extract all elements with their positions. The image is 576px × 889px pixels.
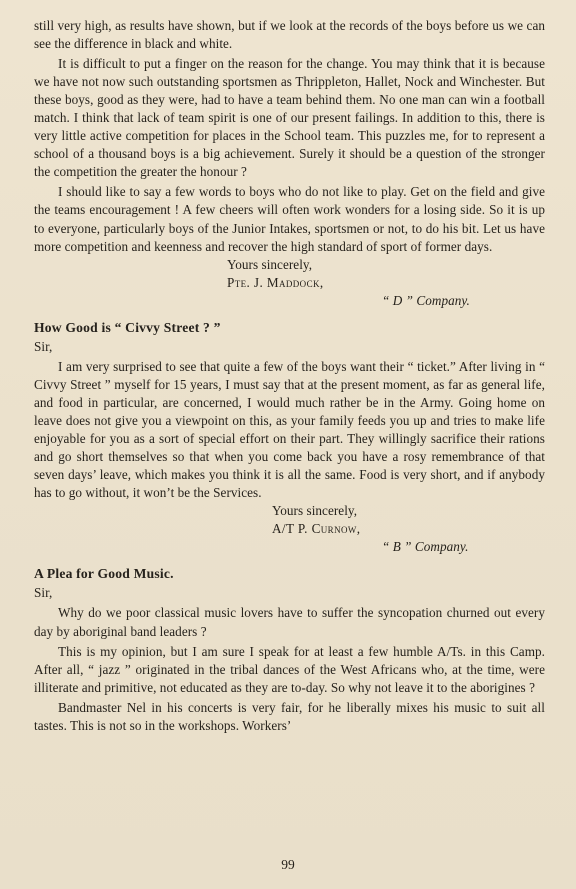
letter-heading: How Good is “ Civvy Street ? ” xyxy=(34,319,221,335)
paragraph: Bandmaster Nel in his concerts is very fair, for he liberally mixes his music to suit all tastes. This is not so in the workshops. Workers’ xyxy=(34,699,545,733)
paragraph: This is my opinion, but I am sure I speak for at least a few humble A/Ts. in this Camp. After all, “ jazz ” originated in the tribal dances of the West Africans who, at the time, were illiterate and primitive, not educated as they are to-day. So why not leave it to the aborigines ? xyxy=(34,643,545,695)
letter-curnow xyxy=(34,319,545,557)
letter-maddock xyxy=(34,17,545,310)
letter-closing: Yours sincerely, xyxy=(272,503,358,519)
letter-signature: A/T P. Curnow, xyxy=(272,521,361,537)
letter-salutation: Sir, xyxy=(34,338,53,354)
paragraph: I should like to say a few words to boys who do not like to play. Get on the field and give the teams encouragement ! A few cheers will often work wonders for a losing side. So it is up to everyone, particularly boys of the Junior Intakes, sportsmen or not, to do his bit. Let us have more competition and keenness and recover the high standard of sport of former days. xyxy=(34,184,545,254)
paragraph: It is difficult to put a finger on the reason for the change. You may think that it is because we have not now such outstanding sportsmen as Thrippleton, Hallet, Nock and Winchester. But these boys, good as they were, had to have a team behind them. No one man can win a football match. I think that lack of team spirit is one of our present failings. In addition to this, there is very little active competition for places in the School team. This puzzles me, for to represent a school of a thousand boys is a big achievement. Surely it should be a question of the stronger the competition the greater the honour ? xyxy=(34,56,545,180)
letter-company: “ B ” Company. xyxy=(382,539,469,555)
letter-heading: A Plea for Good Music. xyxy=(34,566,174,582)
letter-closing: Yours sincerely, xyxy=(227,256,313,272)
letter-good-music xyxy=(34,565,545,734)
paragraph: I am very surprised to see that quite a few of the boys want their “ ticket.” After living in “ Civvy Street ” myself for 15 years, I must say that at the present moment, as far as general life, and food in particular, are concerned, I would much rather be in the Army. Going home on leave does not give you a viewpoint on this, as your family feeds you up and tries to make life enjoyable for you as a sort of special effort on their part. They willingly sacrifice their rations and go short themselves so that when you come back you have a rosy remembrance of that seven days’ leave, which makes you think it is all the same. Food is very short, and if anybody has to go without, it won’t be the Services. xyxy=(34,358,545,501)
letter-company: “ D ” Company. xyxy=(382,292,470,308)
page-number: 99 xyxy=(281,857,295,872)
paragraph: Why do we poor classical music lovers have to suffer the syncopation churned out every day by aboriginal band leaders ? xyxy=(34,605,545,639)
letter-salutation: Sir, xyxy=(34,585,53,601)
text-column xyxy=(34,17,545,735)
letter-signature: Pte. J. Maddock, xyxy=(227,274,324,290)
paragraph: still very high, as results have shown, but if we look at the records of the boys before us we can see the difference in black and white. xyxy=(34,18,545,52)
